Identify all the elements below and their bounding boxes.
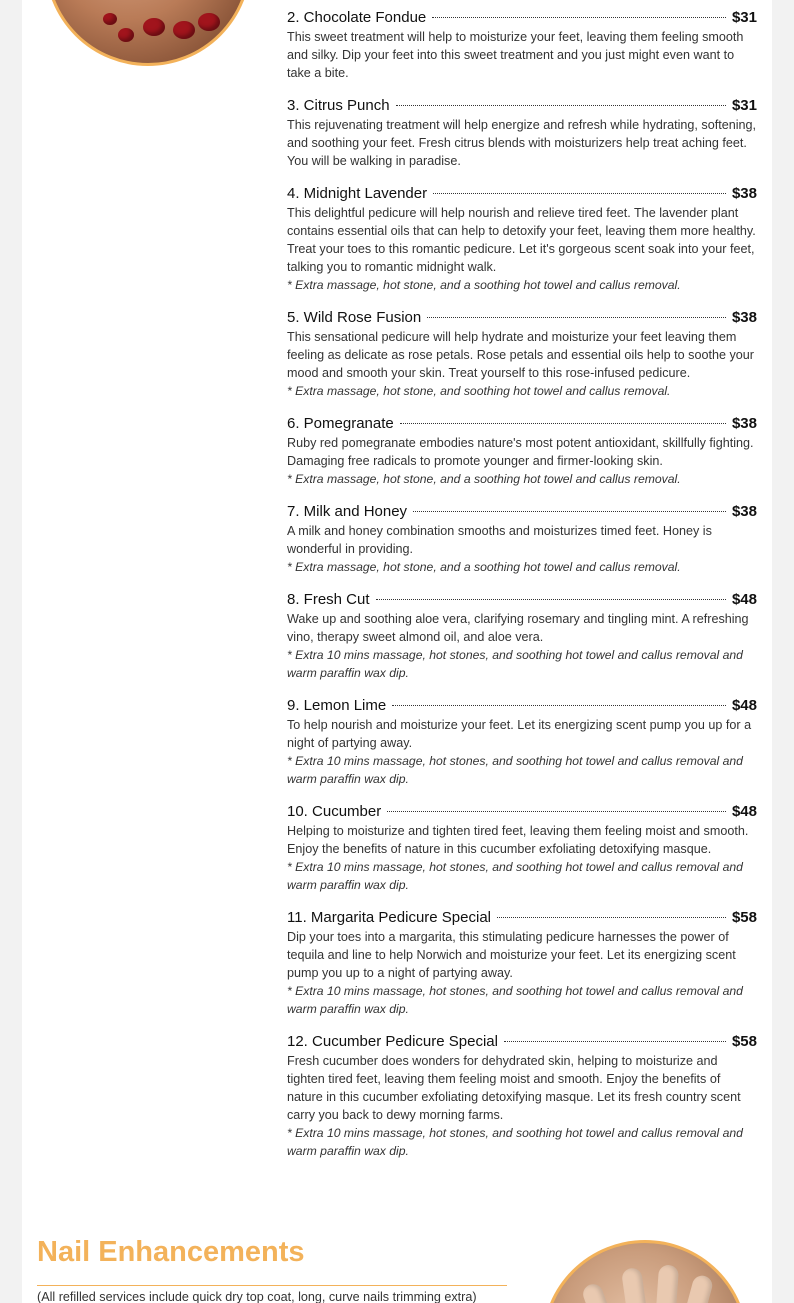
section-divider [37, 1285, 507, 1286]
menu-item-header [287, 414, 757, 434]
menu-item [287, 502, 757, 576]
menu-item-note: * Extra 10 mins massage, hot stones, and soothing hot towel and callus removal and warm paraffin wax dip. [287, 754, 743, 786]
dotted-leader [396, 105, 726, 106]
menu-item [287, 184, 757, 294]
section-note: (All refilled services include quick dry top coat, long, curve nails trimming extra) [37, 1290, 477, 1303]
menu-item-header [287, 502, 757, 522]
menu-item-header [287, 802, 757, 822]
menu-item-header [287, 908, 757, 928]
menu-item-name: 7. Milk and Honey [287, 503, 408, 520]
menu-item-name: 2. Chocolate Fondue [287, 9, 427, 26]
menu-item-header [287, 8, 757, 28]
manicure-hand-photo [542, 1240, 748, 1303]
dotted-leader [504, 1041, 726, 1042]
menu-item-header [287, 96, 757, 116]
menu-item-name: 3. Citrus Punch [287, 97, 390, 114]
menu-item-note: * Extra 10 mins massage, hot stones, and soothing hot towel and callus removal and warm paraffin wax dip. [287, 1126, 743, 1158]
menu-item-price: $38 [731, 503, 757, 520]
menu-item-name: 5. Wild Rose Fusion [287, 309, 422, 326]
menu-item-price: $31 [731, 9, 757, 26]
menu-item [287, 1032, 757, 1160]
menu-item-description: This delightful pedicure will help nourish and relieve tired feet. The lavender plant contains essential oils that can help to detoxify your feet, leaving them more healthy. Treat your toes to this romantic pedicure. Let it's gorgeous scent soak into your feet, talking you to romantic midnight walk. [287, 206, 756, 274]
menu-item [287, 696, 757, 788]
menu-item-header [287, 308, 757, 328]
menu-item-price: $38 [731, 309, 757, 326]
menu-item [287, 96, 757, 170]
menu-item-price: $48 [731, 591, 757, 608]
menu-item-price: $31 [731, 97, 757, 114]
menu-item [287, 414, 757, 488]
menu-item-name: 10. Cucumber [287, 803, 382, 820]
dotted-leader [433, 193, 726, 194]
menu-item-note: * Extra massage, hot stone, and soothing hot towel and callus removal. [287, 384, 671, 398]
menu-item [287, 908, 757, 1018]
section-title-nail-enhancements: Nail Enhancements [37, 1236, 305, 1268]
menu-item-name: 6. Pomegranate [287, 415, 394, 432]
menu-item-name: 9. Lemon Lime [287, 697, 387, 714]
menu-item-description: Ruby red pomegranate embodies nature's most potent antioxidant, skillfully fighting. Damaging free radicals to promote younger and firmer-looking skin. [287, 436, 754, 468]
dotted-leader [497, 917, 726, 918]
menu-item-description: This rejuvenating treatment will help energize and refresh while hydrating, softening, and soothing your feet. Fresh citrus blends with moisturizers help treat aching feet. You will be walking in paradise. [287, 118, 757, 168]
menu-item-note: * Extra 10 mins massage, hot stones, and soothing hot towel and callus removal and warm paraffin wax dip. [287, 984, 743, 1016]
menu-item-price: $58 [731, 1033, 757, 1050]
page-content [22, 0, 772, 1303]
menu-item-description: This sweet treatment will help to moisturize your feet, leaving them feeling smooth and silky. Dip your feet into this sweet treatment and you just might even want to take a bite. [287, 30, 744, 80]
dotted-leader [427, 317, 726, 318]
menu-item-description: Wake up and soothing aloe vera, clarifying rosemary and tingling mint. A refreshing vino, therapy sweet almond oil, and aloe vera. [287, 612, 749, 644]
menu-item [287, 590, 757, 682]
menu-item [287, 8, 757, 82]
menu-item-note: * Extra 10 mins massage, hot stones, and soothing hot towel and callus removal and warm paraffin wax dip. [287, 860, 743, 892]
menu-item [287, 802, 757, 894]
menu-item-price: $38 [731, 185, 757, 202]
menu-item-description: This sensational pedicure will help hydrate and moisturize your feet leaving them feeling as delicate as rose petals. Rose petals and essential oils help to soothe your mood and smooth your skin. Treat yourself to this rose-infused pedicure. [287, 330, 754, 380]
menu-item-description: A milk and honey combination smooths and moisturizes timed feet. Honey is wonderful in providing. [287, 524, 712, 556]
dotted-leader [376, 599, 726, 600]
dotted-leader [432, 17, 726, 18]
menu-item-header [287, 1032, 757, 1052]
menu-item-description: Fresh cucumber does wonders for dehydrated skin, helping to moisturize and tighten tired feet, leaving them feeling moist and smooth. Enjoy the benefits of nature in this cucumber exfoliating detoxifying masque. Let its fresh country scent carry you back to dewy morning farms. [287, 1054, 741, 1122]
dotted-leader [413, 511, 726, 512]
menu-item-header [287, 184, 757, 204]
menu-item-price: $38 [731, 415, 757, 432]
menu-item-note: * Extra massage, hot stone, and a soothing hot towel and callus removal. [287, 560, 681, 574]
dotted-leader [392, 705, 726, 706]
menu-item-price: $48 [731, 803, 757, 820]
menu-item-price: $48 [731, 697, 757, 714]
menu-item-header [287, 696, 757, 716]
menu-item-note: * Extra massage, hot stone, and a soothing hot towel and callus removal. [287, 278, 681, 292]
dotted-leader [387, 811, 726, 812]
menu-item-name: 4. Midnight Lavender [287, 185, 428, 202]
menu-item-header [287, 590, 757, 610]
pedicure-feet-photo [45, 0, 251, 66]
pedicure-menu-list [287, 8, 757, 1174]
menu-item-name: 11. Margarita Pedicure Special [287, 909, 491, 926]
menu-item-price: $58 [731, 909, 757, 926]
menu-item-name: 8. Fresh Cut [287, 591, 370, 608]
menu-item-description: Helping to moisturize and tighten tired feet, leaving them feeling moist and smooth. Enjoy the benefits of nature in this cucumber exfoliating detoxifying masque. [287, 824, 749, 856]
menu-item-description: Dip your toes into a margarita, this stimulating pedicure harnesses the power of tequila and line to help Norwich and moisturize your feet. Let its energizing scent pump you up to a night of partying away. [287, 930, 736, 980]
menu-item-description: To help nourish and moisturize your feet. Let its energizing scent pump you up for a night of partying away. [287, 718, 752, 750]
menu-item [287, 308, 757, 400]
menu-item-name: 12. Cucumber Pedicure Special [287, 1033, 498, 1050]
menu-item-note: * Extra 10 mins massage, hot stones, and soothing hot towel and callus removal and warm paraffin wax dip. [287, 648, 743, 680]
dotted-leader [400, 423, 726, 424]
menu-item-note: * Extra massage, hot stone, and a soothing hot towel and callus removal. [287, 472, 681, 486]
